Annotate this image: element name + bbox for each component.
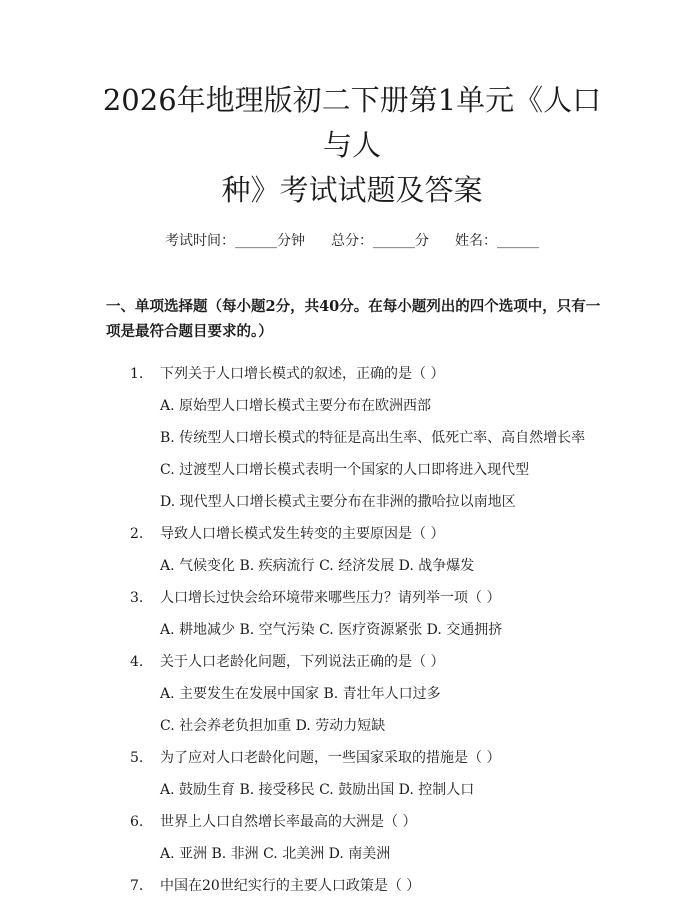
section-heading: 一、单项选择题（每小题2分，共40分。在每小题列出的四个选项中，只有一项是最符合题目要求的。）	[106, 298, 601, 340]
question-7	[106, 876, 612, 896]
question-4	[106, 652, 612, 672]
question-2	[106, 524, 612, 544]
exam-title	[92, 78, 612, 213]
question-number: 1.	[130, 366, 144, 382]
question-3	[106, 588, 612, 608]
option-line: A. 鼓励生育 B. 接受移民 C. 鼓励出国 D. 控制人口	[160, 782, 475, 798]
question-6	[106, 812, 612, 832]
option-line: A. 气候变化 B. 疾病流行 C. 经济发展 D. 战争爆发	[160, 558, 475, 574]
exam-meta	[92, 231, 612, 251]
question-text: 导致人口增长模式发生转变的主要原因是（ ）	[160, 526, 445, 542]
question-number: 3.	[130, 590, 144, 606]
question-number: 5.	[130, 750, 144, 766]
question-text: 下列关于人口增长模式的叙述，正确的是（ ）	[160, 366, 445, 382]
title-line-2: 种》考试试题及答案	[221, 173, 483, 207]
question-5	[106, 748, 612, 768]
question-text: 为了应对人口老龄化问题，一些国家采取的措施是（ ）	[160, 750, 501, 766]
question-number: 2.	[130, 526, 144, 542]
option-line: D. 现代型人口增长模式主要分布在非洲的撒哈拉以南地区	[160, 494, 516, 510]
option-line: A. 亚洲 B. 非洲 C. 北美洲 D. 南美洲	[160, 846, 391, 862]
exam-time-label: 考试时间：______分钟	[165, 233, 305, 249]
option-line: A. 耕地减少 B. 空气污染 C. 医疗资源紧张 D. 交通拥挤	[160, 622, 503, 638]
student-name-label: 姓名：______	[455, 233, 539, 249]
total-score-label: 总分：______分	[331, 233, 429, 249]
title-line-1: 2026年地理版初二下册第1单元《人口与人	[102, 83, 602, 162]
option-line: B. 传统型人口增长模式的特征是高出生率、低死亡率、高自然增长率	[160, 430, 586, 446]
question-text: 中国在20世纪实行的主要人口政策是（ ）	[160, 878, 421, 894]
question-text: 关于人口老龄化问题，下列说法正确的是（ ）	[160, 654, 445, 670]
option-line: A. 原始型人口增长模式主要分布在欧洲西部	[160, 398, 432, 414]
question-text: 世界上人口自然增长率最高的大洲是（ ）	[160, 814, 417, 830]
option-line: C. 社会养老负担加重 D. 劳动力短缺	[160, 718, 386, 734]
option-line: A. 主要发生在发展中国家 B. 青壮年人口过多	[160, 686, 441, 702]
option-line: C. 过渡型人口增长模式表明一个国家的人口即将进入现代型	[160, 462, 530, 478]
question-text: 人口增长过快会给环境带来哪些压力？请列举一项（ ）	[160, 590, 501, 606]
question-number: 4.	[130, 654, 144, 670]
question-number: 7.	[130, 878, 144, 894]
question-1	[106, 364, 612, 384]
question-number: 6.	[130, 814, 144, 830]
